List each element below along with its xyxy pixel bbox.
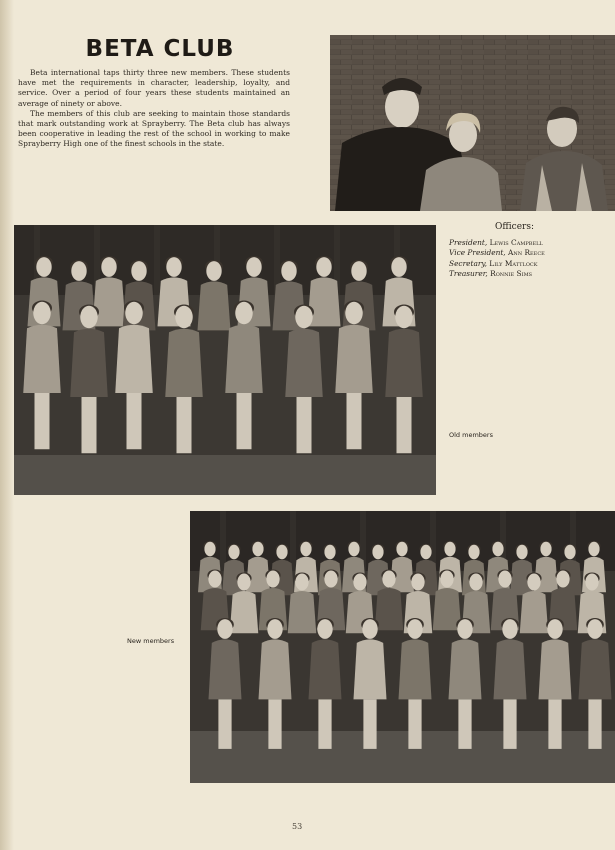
page-gutter-shadow bbox=[0, 0, 14, 850]
new-members-photo bbox=[190, 511, 615, 783]
officer-role: President, bbox=[449, 238, 488, 247]
intro-paragraph-2: The members of this club are seeking to maintain those standards that mark outstanding work at Sprayberry. The Beta club has always been cooperative in leading the rest of the school in working to make Sprayberry High one of the finest schools in the state. bbox=[18, 108, 290, 149]
intro-paragraph-1: Beta international taps thirty three new members. These students have met the requirements in character, leadership, loyalty, and service. Over a period of four years these students maintained an average of ninety or above. bbox=[18, 68, 290, 108]
officer-secretary bbox=[449, 259, 614, 269]
officer-role: Treasurer, bbox=[449, 269, 488, 279]
page-title: BETA CLUB bbox=[85, 36, 235, 62]
officer-treasurer bbox=[449, 269, 614, 279]
old-members-photo-image bbox=[14, 225, 436, 495]
officer-role: Secretary, bbox=[449, 258, 487, 268]
new-members-photo-image bbox=[190, 511, 615, 783]
officer-name: Lily Mattlock bbox=[489, 258, 538, 268]
officers-heading: Officers: bbox=[495, 222, 534, 232]
officer-name: Lewis Campbell bbox=[489, 238, 543, 247]
old-members-caption: Old members bbox=[449, 431, 493, 439]
page-number: 53 bbox=[292, 822, 303, 831]
officers-photo-image bbox=[330, 35, 615, 211]
officer-vice-president bbox=[449, 248, 614, 258]
intro-text bbox=[18, 68, 290, 150]
officer-name: Ronnie Sims bbox=[490, 269, 533, 279]
officers-photo bbox=[330, 35, 615, 211]
old-members-photo bbox=[14, 225, 436, 495]
new-members-caption: New members bbox=[127, 637, 175, 645]
officer-role: Vice President, bbox=[449, 248, 506, 258]
officer-name: Ann Reece bbox=[508, 248, 545, 258]
officer-president bbox=[449, 238, 614, 248]
officers-list bbox=[449, 238, 614, 280]
